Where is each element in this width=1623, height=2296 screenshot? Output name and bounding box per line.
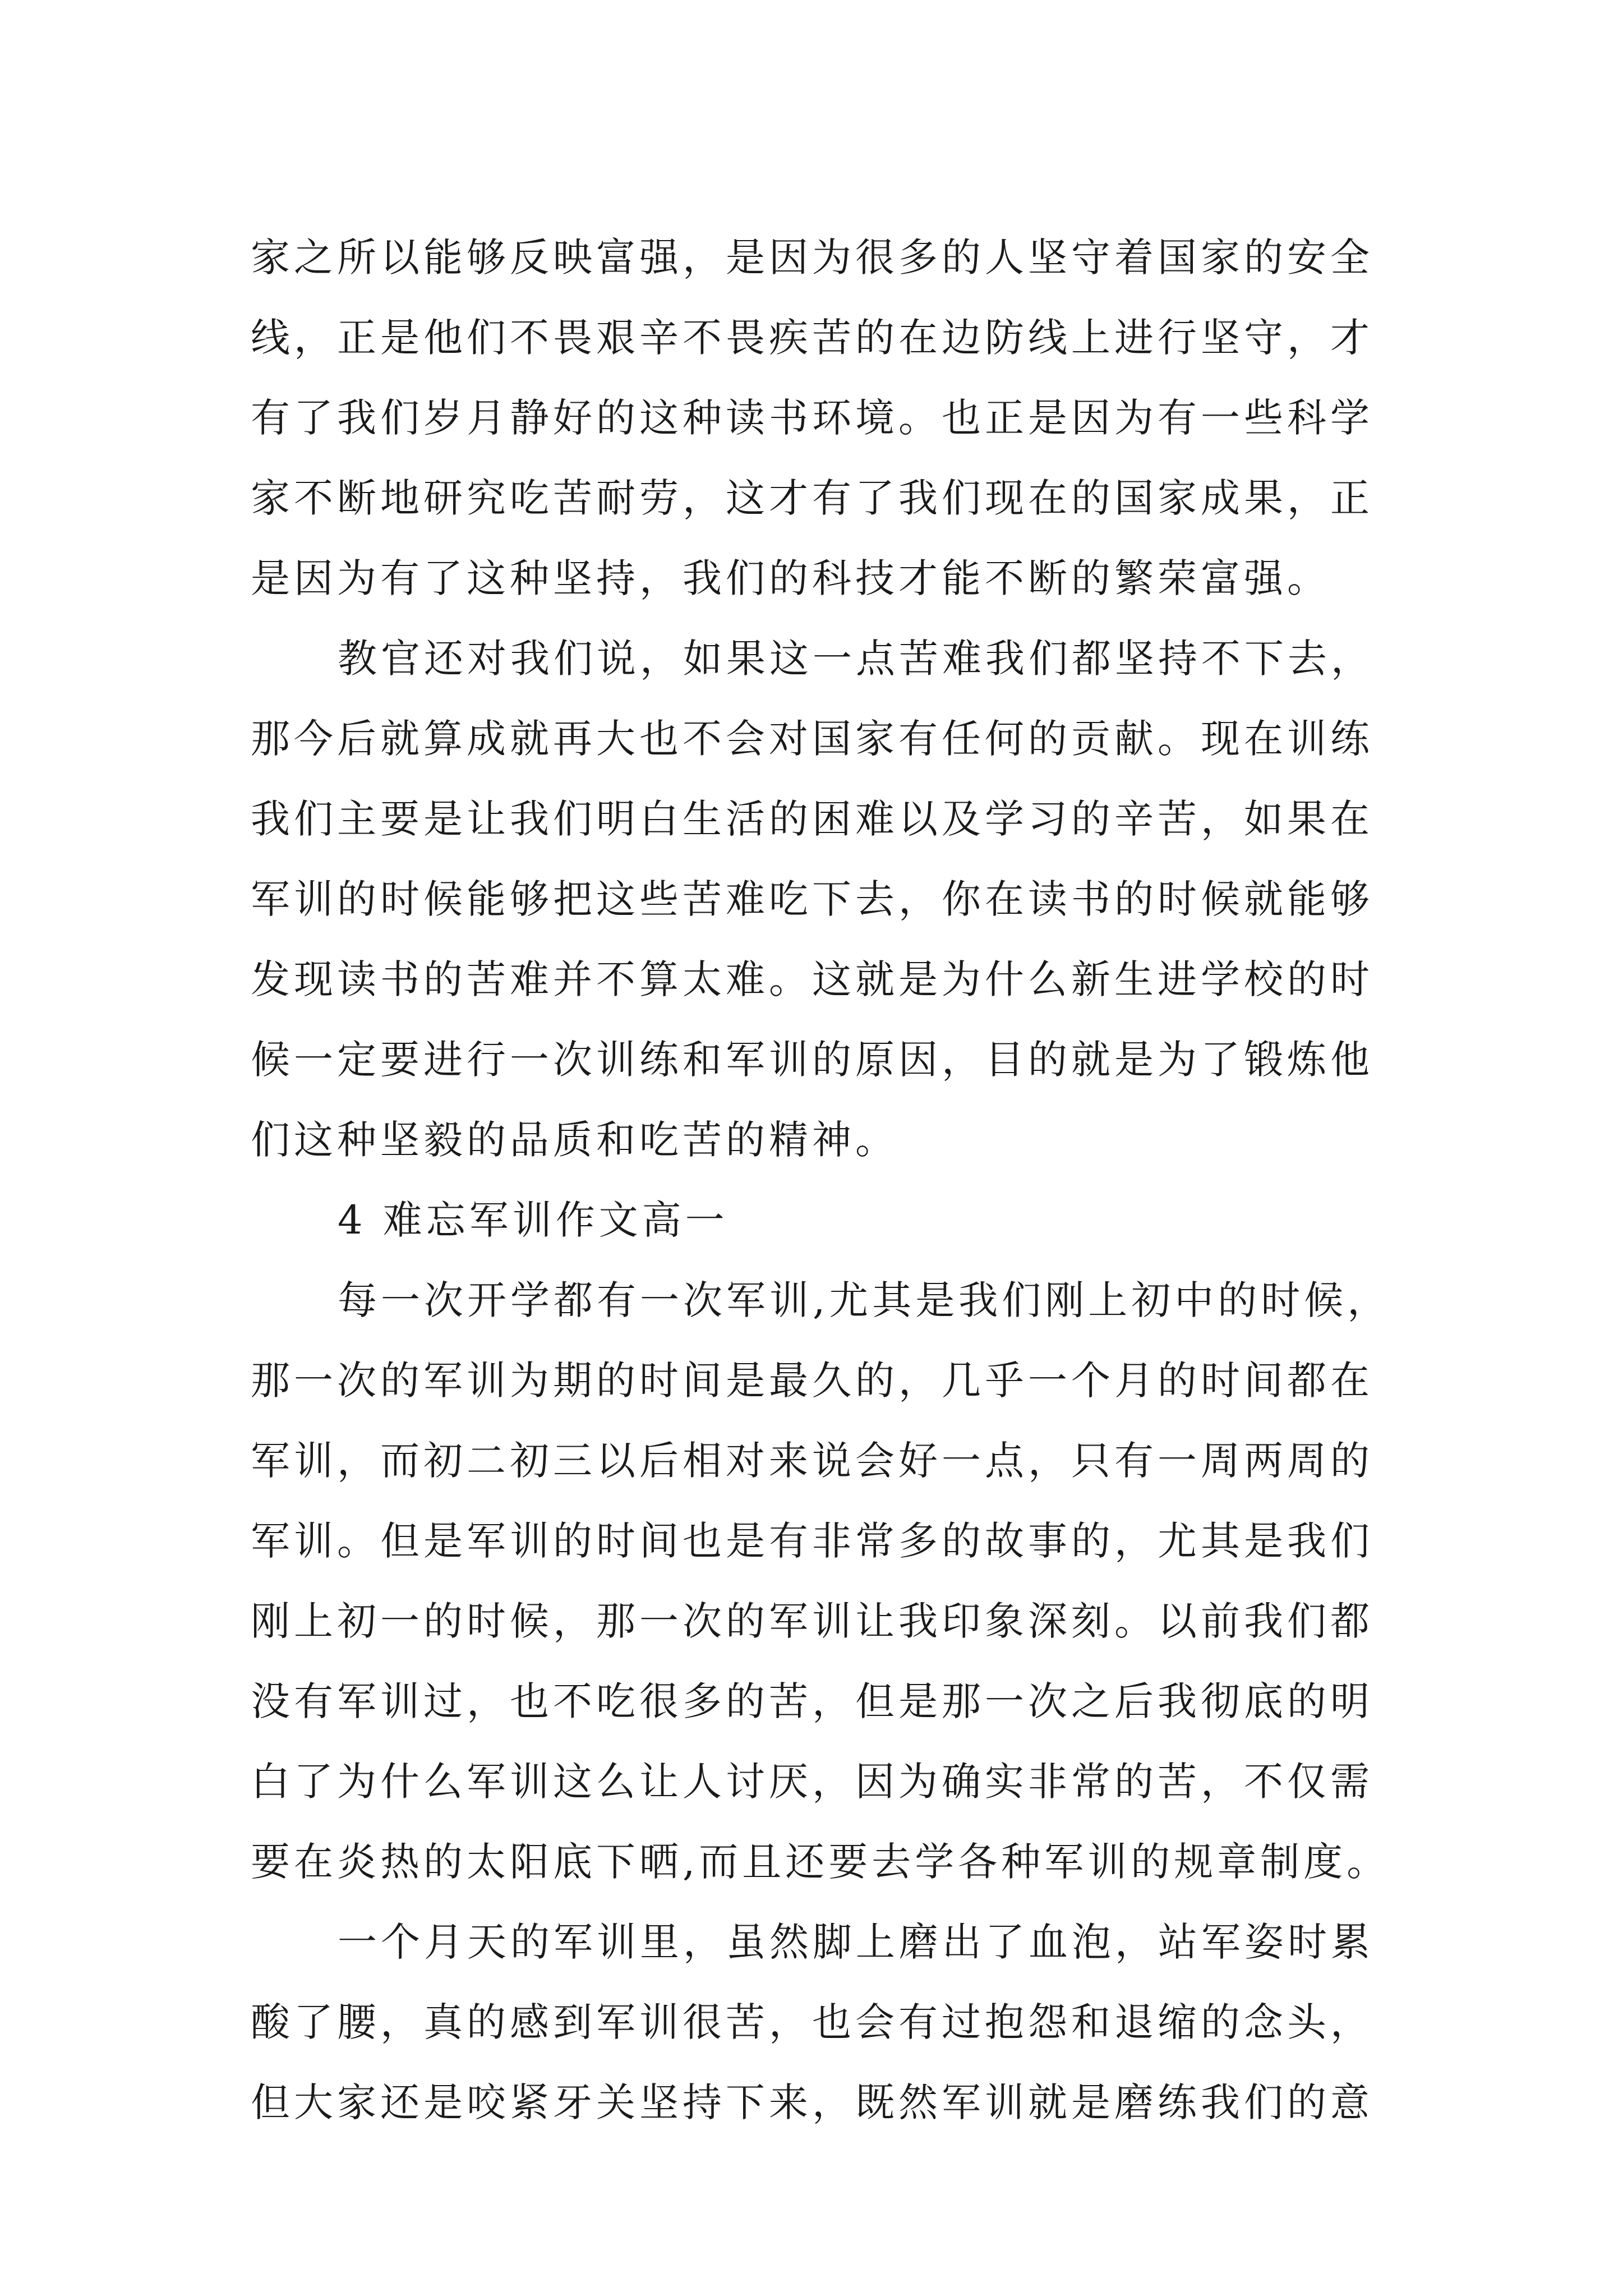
- section-heading: 4 难忘军训作文高一: [338, 1197, 728, 1243]
- text-line: 每一次开学都有一次军训,尤其是我们刚上初中的时候，: [338, 1277, 1391, 1323]
- text-line: 线，正是他们不畏艰辛不畏疾苦的在边防线上进行坚守，才: [251, 315, 1373, 361]
- text-line: 候一定要进行一次训练和军训的原因，目的就是为了锻炼他: [251, 1037, 1373, 1083]
- text-line: 刚上初一的时候，那一次的军训让我印象深刻。以前我们都: [251, 1598, 1373, 1644]
- text-line: 军训。但是军训的时间也是有非常多的故事的，尤其是我们: [251, 1518, 1373, 1564]
- text-line: 家之所以能够反映富强，是因为很多的人坚守着国家的安全: [251, 234, 1373, 280]
- text-line: 那今后就算成就再大也不会对国家有任何的贡献。现在训练: [251, 716, 1373, 762]
- text-line: 军训的时候能够把这些苦难吃下去，你在读书的时候就能够: [251, 876, 1373, 922]
- text-line: 那一次的军训为期的时间是最久的，几乎一个月的时间都在: [251, 1358, 1373, 1404]
- text-line: 但大家还是咬紧牙关坚持下来，既然军训就是磨练我们的意: [251, 2079, 1373, 2125]
- text-line: 要在炎热的太阳底下晒,而且还要去学各种军训的规章制度。: [251, 1839, 1390, 1885]
- text-line: 酸了腰，真的感到军训很苦，也会有过抱怨和退缩的念头，: [251, 1999, 1373, 2045]
- body-text: [251, 218, 1395, 2143]
- text-line: 我们主要是让我们明白生活的困难以及学习的辛苦，如果在: [251, 796, 1373, 842]
- text-line: 们这种坚毅的品质和吃苦的精神。: [251, 1117, 898, 1163]
- text-line: 发现读书的苦难并不算太难。这就是为什么新生进学校的时: [251, 956, 1373, 1002]
- text-line: 一个月天的军训里，虽然脚上磨出了血泡，站军姿时累: [338, 1919, 1374, 1965]
- text-line: 教官还对我们说，如果这一点苦难我们都坚持不下去，: [338, 636, 1374, 682]
- text-line: 有了我们岁月静好的这种读书环境。也正是因为有一些科学: [251, 395, 1373, 441]
- text-line: 没有军训过，也不吃很多的苦，但是那一次之后我彻底的明: [251, 1678, 1373, 1724]
- text-line: 军训，而初二初三以后相对来说会好一点，只有一周两周的: [251, 1438, 1373, 1484]
- text-line: 是因为有了这种坚持，我们的科技才能不断的繁荣富强。: [251, 555, 1330, 601]
- text-line: 家不断地研究吃苦耐劳，这才有了我们现在的国家成果，正: [251, 475, 1373, 521]
- text-line: 白了为什么军训这么让人讨厌，因为确实非常的苦，不仅需: [251, 1759, 1373, 1805]
